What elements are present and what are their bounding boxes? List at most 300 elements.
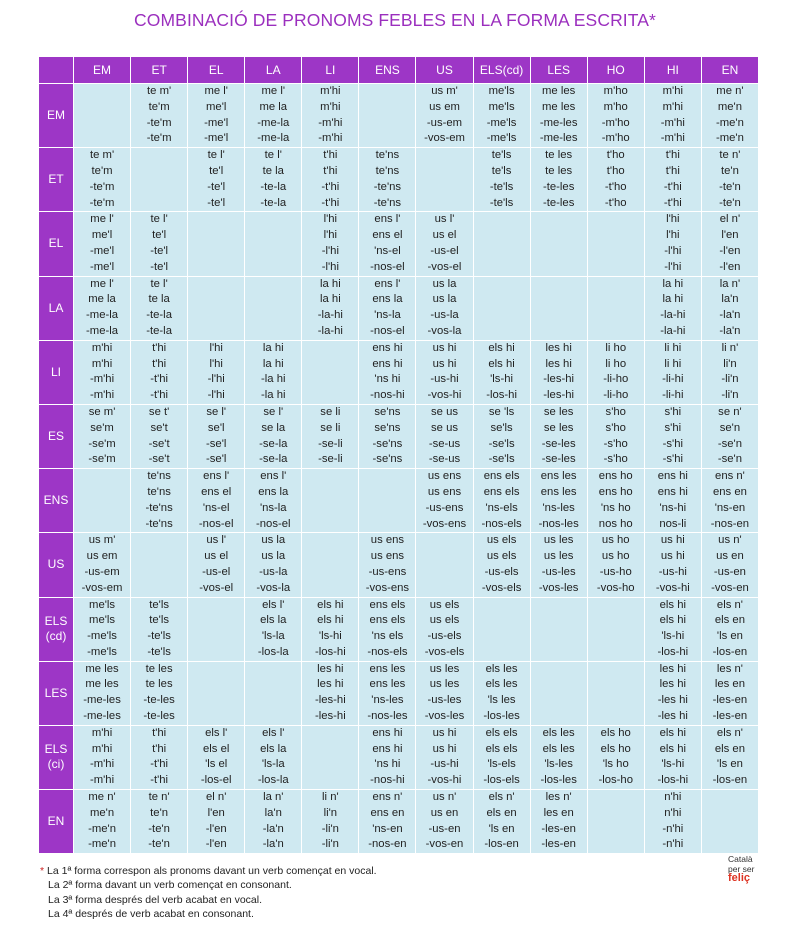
row-header-label: ELS: [44, 614, 68, 629]
column-header-row: [39, 57, 759, 84]
pronoun-form: -les-hi: [314, 710, 346, 723]
pronoun-form: -los-hi: [657, 774, 689, 787]
pronoun-form: -me'l: [204, 132, 229, 145]
pronoun-form: us el: [204, 550, 229, 563]
pronoun-form: els hi: [659, 614, 686, 627]
table-cell: [188, 469, 245, 533]
pronoun-form: us les: [429, 678, 460, 691]
pronoun-form: -l'en: [205, 838, 227, 851]
table-cell: [245, 725, 302, 789]
table-cell: [302, 276, 359, 340]
row-header-label: ELS: [44, 742, 68, 757]
pronoun-form: us hi: [432, 742, 457, 755]
pronoun-form: m'hi: [320, 85, 341, 97]
pronoun-form: la'n: [721, 293, 739, 306]
pronoun-form: 'ns-les: [371, 694, 404, 707]
pronoun-form: us ho: [601, 550, 630, 563]
pronoun-form: us n': [432, 791, 457, 804]
table-cell: [302, 84, 359, 148]
pronoun-form: -los-la: [257, 774, 289, 787]
row-header-label: EL: [48, 236, 64, 251]
column-header-hi: HI: [644, 57, 701, 84]
pronoun-form: -te-la: [260, 196, 287, 209]
pronoun-form: els ho: [600, 742, 631, 755]
pronoun-form: -les-hi: [543, 389, 575, 402]
pronoun-form: els la: [260, 614, 287, 627]
table-cell: [530, 404, 587, 468]
pronoun-form: els l': [205, 726, 228, 739]
table-cell: [188, 340, 245, 404]
table-cell: [587, 661, 644, 725]
table-cell: [644, 790, 701, 854]
pronoun-form: -se'm: [88, 437, 116, 450]
pronoun-form: t'hi: [152, 357, 167, 370]
pronoun-form: te les: [145, 662, 173, 675]
pronoun-form: -l'en: [719, 260, 741, 273]
pronoun-form: me les: [542, 85, 576, 97]
pronoun-form: -li'n: [321, 822, 339, 835]
pronoun-form: -me'n: [88, 838, 116, 851]
table-cell: [302, 661, 359, 725]
pronoun-form: -te-la: [146, 309, 172, 322]
pronoun-form: -los-el: [200, 774, 232, 787]
pronoun-form: us ho: [601, 534, 630, 547]
pronoun-form: -nos-el: [198, 517, 234, 530]
pronoun-form: -se't: [148, 437, 170, 450]
pronoun-form: les en: [714, 678, 745, 691]
table-row: [39, 276, 759, 340]
pronoun-form: -me'ls: [87, 630, 117, 643]
row-header-label: LES: [44, 685, 68, 700]
pronoun-form: -nos-el: [370, 260, 405, 273]
pronoun-form: 'ns-en: [372, 822, 403, 835]
pronoun-form: se t': [148, 405, 170, 418]
pronoun-form: -se-us: [428, 453, 461, 466]
pronoun-form: -te'n: [719, 196, 741, 209]
pronoun-form: te l': [150, 213, 168, 226]
pronoun-form: les en: [543, 806, 574, 819]
pronoun-form: -se-la: [259, 453, 288, 466]
table-cell: [131, 533, 188, 597]
pronoun-form: -me'ls: [486, 132, 517, 145]
pronoun-form: -te'n: [719, 180, 741, 193]
pronoun-form: me n': [716, 85, 744, 97]
page-title: COMBINACIÓ DE PRONOMS FEBLES EN LA FORMA ESCRITA*: [134, 10, 656, 30]
pronoun-form: -se'n: [717, 437, 742, 450]
pronoun-form: s'hi: [664, 421, 682, 434]
table-cell: [74, 276, 131, 340]
pronoun-form: -se'l: [206, 453, 227, 466]
table-row: [39, 725, 759, 789]
pronoun-form: els les: [542, 726, 575, 739]
pronoun-form: -la-hi: [317, 309, 343, 322]
pronoun-form: els en: [714, 742, 745, 755]
pronoun-form: -t'ho: [604, 180, 627, 193]
pronoun-form: -los-en: [484, 838, 519, 851]
table-cell: [701, 533, 758, 597]
table-cell: [473, 661, 530, 725]
pronoun-form: s'hi: [664, 405, 682, 418]
pronoun-form: -los-la: [257, 645, 289, 658]
pronoun-form: -los-en: [712, 774, 748, 787]
table-cell: [530, 661, 587, 725]
pronoun-form: ens els: [369, 598, 406, 611]
pronoun-form: m'hi: [320, 100, 341, 113]
pronoun-form: us les: [429, 662, 460, 675]
pronoun-form: 'ns-el: [374, 244, 401, 257]
table-cell: [416, 469, 473, 533]
column-header-et: ET: [131, 57, 188, 84]
pronoun-form: -l'hi: [207, 389, 225, 402]
pronoun-form: -me-la: [257, 132, 290, 145]
pronoun-form: la hi: [319, 277, 341, 290]
pronoun-form: ens ho: [598, 485, 633, 498]
pronoun-form: te'ns: [375, 164, 400, 177]
table-cell: [74, 404, 131, 468]
pronoun-form: la hi: [262, 357, 284, 370]
pronoun-form: -la-hi: [660, 309, 686, 322]
pronoun-form: -t'ho: [604, 196, 627, 209]
table-cell: [587, 533, 644, 597]
pronoun-form: -t'hi: [150, 373, 169, 386]
pronoun-form: us el: [432, 229, 457, 242]
column-header-li: LI: [302, 57, 359, 84]
pronoun-form: us la: [261, 550, 286, 563]
pronoun-form: -us-els: [484, 565, 519, 578]
table-cell: [245, 597, 302, 661]
table-cell: [131, 725, 188, 789]
pronoun-form: -te'ns: [145, 501, 173, 514]
pronoun-form: se'n: [719, 421, 741, 434]
table-cell: [473, 148, 530, 212]
pronoun-form: se 'ls: [488, 405, 515, 418]
pronoun-form: -me'l: [204, 116, 229, 129]
pronoun-form: 'ls-la: [261, 758, 285, 771]
table-cell: [188, 790, 245, 854]
pronoun-form: -me-la: [86, 324, 119, 337]
pronoun-form: te les: [545, 149, 573, 162]
pronoun-form: us les: [543, 550, 574, 563]
logo-line-3: feliç: [728, 872, 751, 884]
table-cell: [302, 340, 359, 404]
pronoun-form: -s'ho: [603, 437, 628, 450]
pronoun-form: 'ls-les: [544, 758, 573, 771]
pronoun-form: la n': [719, 277, 741, 290]
pronoun-form: -us-la: [430, 309, 459, 322]
pronoun-form: -te'l: [207, 196, 226, 209]
table-row: [39, 212, 759, 276]
table-cell: [245, 790, 302, 854]
pronoun-form: te'n: [150, 806, 169, 819]
pronoun-form: -les hi: [657, 694, 688, 707]
pronoun-form: 'ls en: [716, 758, 743, 771]
pronoun-form: te'ls: [491, 149, 512, 162]
table-cell: [530, 533, 587, 597]
table-cell: [74, 84, 131, 148]
table-cell: [644, 212, 701, 276]
logo-line-2: per ser: [728, 863, 755, 874]
table-cell: [188, 212, 245, 276]
pronoun-form: te'm: [148, 100, 170, 113]
table-cell: [416, 725, 473, 789]
pronoun-form: -se-la: [259, 437, 288, 450]
pronoun-form: me la: [259, 100, 288, 113]
pronoun-form: -m'hi: [318, 116, 343, 129]
pronoun-form: ens la: [372, 293, 403, 306]
pronoun-form: -te'l: [150, 260, 169, 273]
pronoun-form: els hi: [659, 742, 686, 755]
pronoun-form: -los-les: [540, 774, 577, 787]
pronoun-form: -vos-em: [424, 132, 465, 145]
row-header-label: LI: [50, 364, 61, 379]
pronoun-form: -nos-les: [367, 710, 408, 723]
pronoun-form: -les-en: [541, 838, 576, 851]
pronoun-form: 'ns-hi: [659, 501, 687, 514]
table-cell: [530, 148, 587, 212]
pronoun-form: ens l': [203, 470, 230, 483]
pronoun-form: 'ns-els: [485, 501, 518, 514]
pronoun-form: -los-hi: [486, 389, 517, 402]
pronoun-form: li'n: [723, 357, 737, 370]
pronoun-form: ens el: [372, 229, 403, 242]
table-cell: [473, 212, 530, 276]
row-header: [39, 276, 74, 340]
table-cell: [587, 790, 644, 854]
pronoun-form: -te'm: [146, 132, 172, 145]
table-cell: [416, 533, 473, 597]
table-cell: [188, 276, 245, 340]
footnote-line-3: La 3ª forma després del verb acabat en vocal.: [48, 893, 263, 906]
table-cell: [74, 148, 131, 212]
pronoun-form: els les: [485, 678, 518, 691]
pronoun-form: -l'hi: [664, 244, 682, 257]
pronoun-form: -se'ns: [372, 437, 403, 450]
pronoun-form: t'ho: [606, 149, 625, 162]
table-cell: [74, 212, 131, 276]
pronoun-form: li n': [721, 341, 739, 354]
pronoun-form: -li'n: [721, 373, 739, 386]
logo-line-1: Català: [728, 854, 753, 864]
table-cell: [245, 661, 302, 725]
table-cell: [644, 340, 701, 404]
pronoun-form: ens la: [258, 485, 289, 498]
table-cell: [644, 597, 701, 661]
pronoun-form: -me'l: [89, 244, 115, 257]
table-cell: [701, 212, 758, 276]
pronoun-form: -te'ls: [489, 196, 514, 209]
column-header-em: EM: [74, 57, 131, 84]
pronoun-form: us hi: [660, 534, 685, 547]
pronoun-form: us m': [431, 85, 458, 97]
pronoun-form: li n': [322, 791, 339, 804]
pronoun-form: us els: [429, 598, 460, 611]
pronoun-form: li ho: [605, 357, 627, 370]
table-cell: [302, 533, 359, 597]
pronoun-form: us hi: [432, 341, 457, 354]
pronoun-form: te'ns: [147, 470, 171, 483]
pronoun-form: te l': [207, 149, 225, 162]
table-cell: [359, 84, 416, 148]
column-header-us: US: [416, 57, 473, 84]
pronoun-form: -me'n: [88, 822, 116, 835]
pronoun-form: -us-ens: [425, 501, 464, 514]
pronoun-form: m'hi: [662, 100, 683, 113]
pronoun-form: -li-hi: [662, 373, 684, 386]
table-cell: [245, 469, 302, 533]
table-cell: [587, 84, 644, 148]
pronoun-form: us en: [430, 806, 459, 819]
pronoun-form: m'hi: [91, 726, 113, 739]
row-header: [39, 469, 74, 533]
table-cell: [359, 790, 416, 854]
table-cell: [302, 148, 359, 212]
table-cell: [302, 469, 359, 533]
table-cell: [131, 340, 188, 404]
pronoun-form: -vos-hi: [427, 774, 462, 787]
row-header: [39, 725, 74, 789]
row-header: [39, 661, 74, 725]
pronoun-form: els el: [203, 742, 230, 755]
row-header: [39, 212, 74, 276]
pronoun-form: ens hi: [372, 726, 403, 739]
pronoun-form: -se'm: [88, 453, 116, 466]
table-cell: [416, 404, 473, 468]
pronoun-form: -nos-en: [710, 517, 750, 530]
pronoun-form: -m'hi: [89, 373, 115, 386]
pronoun-form: els els: [485, 726, 518, 739]
table-cell: [587, 469, 644, 533]
table-row: [39, 533, 759, 597]
pronoun-form: me'ls: [89, 614, 116, 627]
pronoun-form: -m'ho: [601, 132, 630, 145]
pronoun-form: te'l: [152, 229, 167, 242]
pronoun-form: ens en: [712, 485, 747, 498]
table-cell: [74, 340, 131, 404]
pronoun-form: 'ls-hi: [318, 630, 342, 643]
pronoun-form: la hi: [262, 341, 284, 354]
pronoun-form: -us-ho: [599, 565, 632, 578]
row-header-label: ENS: [43, 493, 69, 508]
pronoun-form: se les: [543, 421, 574, 434]
pronoun-form: l'hi: [666, 213, 680, 226]
pronoun-form: l'hi: [323, 213, 338, 226]
pronoun-form: els hi: [659, 726, 686, 739]
pronoun-form: -me-les: [83, 710, 121, 723]
pronoun-form: -us-la: [259, 565, 288, 578]
pronoun-form: te les: [545, 164, 573, 177]
pronoun-form: -se-li: [318, 437, 343, 450]
row-header-label: US: [47, 557, 65, 572]
pronoun-form: -t'hi: [150, 774, 169, 787]
pronoun-form: la n': [263, 791, 284, 804]
pronoun-form: -te'l: [150, 244, 169, 257]
table-cell: [530, 276, 587, 340]
pronoun-form: -les-en: [712, 710, 748, 723]
table-cell: [416, 340, 473, 404]
pronoun-form: us hi: [432, 726, 457, 739]
pronoun-form: m'hi: [91, 357, 113, 370]
pronoun-form: ens les: [369, 662, 406, 675]
table-cell: [74, 597, 131, 661]
pronoun-form: -vos-hi: [655, 581, 690, 594]
pronoun-form: els ho: [600, 726, 631, 739]
pronoun-form: 'ls el: [205, 758, 228, 771]
pronoun-form: me les: [542, 100, 576, 113]
pronoun-form: -l'en: [719, 244, 741, 257]
table-cell: [302, 790, 359, 854]
pronoun-form: les hi: [659, 678, 686, 691]
pronoun-form: 'ns hi: [374, 373, 401, 386]
pronoun-form: -te-les: [542, 180, 575, 193]
pronoun-form: els en: [486, 806, 517, 819]
pronoun-form: -t'hi: [321, 196, 340, 209]
footnote-line-2: La 2ª forma davant un verb començat en consonant.: [48, 879, 292, 892]
table-cell: [359, 469, 416, 533]
pronoun-form: se l': [263, 405, 284, 418]
pronoun-form: ens el: [201, 485, 232, 498]
pronoun-form: -t'hi: [321, 180, 340, 193]
pronoun-form: n'hi: [664, 806, 682, 819]
pronoun-form: s'ho: [605, 405, 626, 418]
table-cell: [701, 597, 758, 661]
pronoun-form: -se-les: [541, 437, 576, 450]
pronoun-form: -us-els: [427, 630, 462, 643]
pronoun-form: -la hi: [261, 389, 286, 402]
pronoun-form: 'ns ho: [600, 501, 631, 514]
table-row: [39, 790, 759, 854]
pronoun-form: 'ls-hi: [490, 373, 514, 386]
pronoun-form: us em: [86, 550, 118, 563]
pronoun-form: -nos-els: [481, 517, 522, 530]
table-cell: [644, 404, 701, 468]
pronoun-form: el n': [719, 213, 741, 226]
pronoun-form: me l': [90, 213, 114, 226]
pronoun-form: els hi: [659, 598, 686, 611]
pronoun-form: 'ns-les: [542, 501, 575, 514]
table-cell: [587, 340, 644, 404]
pronoun-form: -t'hi: [150, 758, 169, 771]
table-cell: [245, 340, 302, 404]
pronoun-form: -vos-les: [424, 710, 465, 723]
pronoun-form: us els: [429, 614, 460, 627]
pronoun-form: -se'ls: [488, 437, 515, 450]
pronoun-form: te n': [148, 791, 170, 804]
pronoun-form: m'hi: [91, 341, 113, 354]
pronoun-form: -m'hi: [318, 132, 343, 145]
pronoun-form: -t'hi: [663, 196, 682, 209]
row-header-label: LA: [48, 300, 64, 315]
pronoun-form: te'ls: [149, 598, 169, 611]
pronoun-form: l'hi: [323, 229, 338, 242]
table-cell: [131, 148, 188, 212]
pronoun-form: us l': [206, 534, 227, 547]
table-cell: [245, 148, 302, 212]
table-cell: [644, 276, 701, 340]
pronoun-form: -l'hi: [664, 260, 682, 273]
pronoun-form: -li'n: [321, 838, 339, 851]
column-header-el: EL: [188, 57, 245, 84]
pronoun-form: se us: [431, 405, 459, 418]
pronoun-form: us ens: [370, 534, 405, 547]
pronoun-form: te l': [264, 149, 282, 162]
pronoun-form: 'ls-la: [261, 630, 285, 643]
pronoun-form: t'hi: [152, 742, 167, 755]
pronoun-form: 'ls-hi: [661, 630, 685, 643]
pronoun-form: -l'hi: [321, 260, 339, 273]
pronoun-form: -us-les: [541, 565, 576, 578]
pronoun-form: me'ls: [488, 85, 515, 97]
pronoun-form: li'n: [323, 806, 338, 819]
